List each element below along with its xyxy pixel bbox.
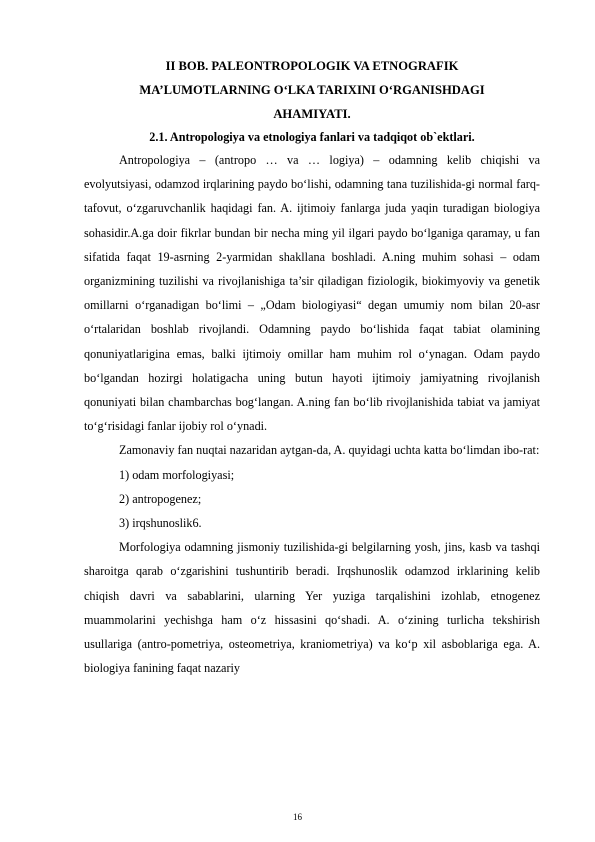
page-content — [84, 54, 540, 680]
section-title: 2.1. Antropologiya va etnologiya fanlari va tadqiqot ob`ektlari. — [149, 130, 475, 144]
paragraph-3: Morfologiya odamning jismoniy tuzilishida-gi belgilarning yosh, jins, kasb va tashqi sharoitga qarab o‘zgarishini tushuntirib beradi. Irqshunoslik odamzod irklarining kelib chiqish davri va sabablarini, ularning Yer yuziga tarqalishini izohlab, etnogenez muammolarini yechishga ham o‘z hissasini qo‘shadi. A. o‘zining turlicha tekshirish usullariga (antro-pometriya, osteometriya, kraniometriya) va ko‘p xil asboblariga ega. A. biologiya fanining faqat nazariy — [84, 540, 540, 676]
page-number: 16 — [293, 812, 302, 822]
chapter-title-line-1: II BOB. PALEONTROPOLOGIK VA ETNOGRAFIK — [165, 59, 459, 73]
list-item-2: 2) antropogenez; — [119, 491, 202, 506]
chapter-title-line-2: MA’LUMOTLARNING O‘LKA TARIXINI O‘RGANISHDAGI — [139, 83, 485, 97]
paragraph-2: Zamonaviy fan nuqtai nazaridan aytgan-da, A. quyidagi uchta katta bo‘limdan ibo-rat: — [119, 443, 540, 458]
chapter-title — [84, 54, 540, 126]
list-item-3: 3) irqshunoslik6. — [119, 516, 202, 531]
list-item-1: 1) odam morfologiyasi; — [119, 467, 235, 482]
paragraph-1: Antropologiya – (antropo … va … logiya) – odamning kelib chiqishi va evolyutsiyasi, odamzod irqlarining paydo bo‘lishi, odamning tana tuzilishida-gi normal farq-tafovut, o‘zgaruvchanlik haqidagi fan. A. ijtimoiy fanlarga juda yaqin turadigan biologiya sohasidir.A.ga doir fikrlar bundan bir necha ming yil ilgari paydo bo‘lganiga qaramay, u fan sifatida faqat 19-asrning 2-yarmidan shakllana boshladi. A.ning muhim sohasi – odam organizmining tuzilishi va rivojlanishiga ta’sir qiladigan fiziologik, biokimyoviy va genetik omillarni o‘rganadigan bo‘limi – „Odam biologiyasi“ degan umumiy nom bilan 20-asr o‘rtalaridan boshlab rivojlandi. Odamning paydo bo‘lishida faqat tabiat olamining qonuniyatlarigina emas, balki ijtimoiy omillar ham muhim rol o‘ynagan. Odam paydo bo‘lgandan hozirgi holatigacha uning butun hayoti ijtimoiy jamiyatning rivojlanish qonuniyati bilan chambarchas bog‘langan. A.ning fan bo‘lib rivojlanishida tabiat va jamiyat to‘g‘risidagi fanlar ijobiy rol o‘ynadi. — [84, 153, 540, 434]
chapter-title-line-3: AHAMIYATI. — [273, 107, 351, 121]
